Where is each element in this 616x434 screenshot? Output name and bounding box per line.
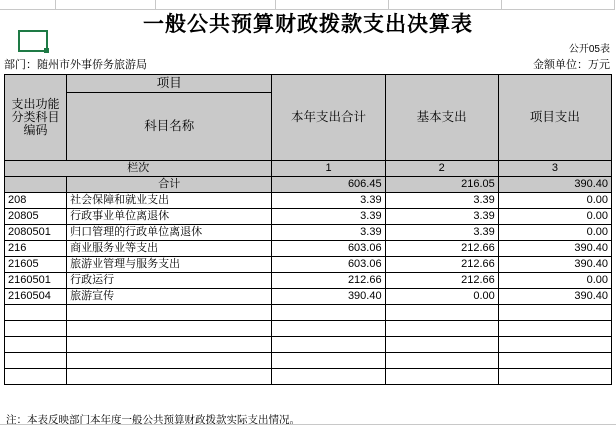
row-c2 xyxy=(385,369,498,385)
row-name xyxy=(67,337,272,353)
table-row[interactable] xyxy=(5,305,612,321)
row-c3: 390.40 xyxy=(498,241,611,257)
total-row-c3: 390.40 xyxy=(498,177,611,193)
grid-cell xyxy=(502,0,615,10)
index-row-c1: 1 xyxy=(272,161,385,177)
row-c3 xyxy=(498,321,611,337)
row-c3: 390.40 xyxy=(498,257,611,273)
row-c1: 212.66 xyxy=(272,273,385,289)
header-cell-col1: 本年支出合计 xyxy=(272,75,385,161)
total-row-code xyxy=(5,177,67,193)
form-number: 公开05表 xyxy=(568,44,610,55)
table-row[interactable] xyxy=(5,353,612,369)
row-c3: 0.00 xyxy=(498,193,611,209)
table-row[interactable] xyxy=(5,273,612,289)
row-name xyxy=(67,305,272,321)
row-c3: 0.00 xyxy=(498,273,611,289)
row-c2: 212.66 xyxy=(385,241,498,257)
row-code: 2160501 xyxy=(5,273,67,289)
table-total-row xyxy=(5,177,612,193)
row-code xyxy=(5,369,67,385)
table-row[interactable] xyxy=(5,193,612,209)
row-code: 2080501 xyxy=(5,225,67,241)
row-name xyxy=(67,321,272,337)
total-row-name: 合计 xyxy=(67,177,272,193)
header-cell-code xyxy=(5,75,67,161)
table-row[interactable] xyxy=(5,289,612,305)
row-code: 2160504 xyxy=(5,289,67,305)
table-row[interactable] xyxy=(5,321,612,337)
row-c1 xyxy=(272,353,385,369)
row-c3 xyxy=(498,369,611,385)
department-label: 部门：随州市外事侨务旅游局 xyxy=(4,59,147,71)
row-name xyxy=(67,353,272,369)
header-cell-col2: 基本支出 xyxy=(385,75,498,161)
cell-selection-box[interactable] xyxy=(18,30,48,52)
table-header-group-row xyxy=(5,75,612,93)
row-c2 xyxy=(385,337,498,353)
row-c1: 603.06 xyxy=(272,257,385,273)
table-row[interactable] xyxy=(5,257,612,273)
row-c1 xyxy=(272,369,385,385)
row-code xyxy=(5,353,67,369)
row-code xyxy=(5,337,67,353)
table-row[interactable] xyxy=(5,337,612,353)
grid-cell xyxy=(389,0,502,10)
row-c2 xyxy=(385,321,498,337)
row-name: 旅游宣传 xyxy=(67,289,272,305)
grid-cell xyxy=(276,0,389,10)
row-name: 归口管理的行政单位离退休 xyxy=(67,225,272,241)
row-c2: 0.00 xyxy=(385,289,498,305)
row-c1: 603.06 xyxy=(272,241,385,257)
header-code-line-1: 支出功能 xyxy=(11,97,60,111)
page-title: 一般公共预算财政拨款支出决算表 xyxy=(143,12,473,36)
row-code: 208 xyxy=(5,193,67,209)
row-name: 行政运行 xyxy=(67,273,272,289)
row-name: 行政事业单位离退休 xyxy=(67,209,272,225)
header-cell-group: 项目 xyxy=(67,75,272,93)
header-code-line-2: 分类科目 xyxy=(11,110,60,124)
row-c2: 212.66 xyxy=(385,257,498,273)
table-row[interactable] xyxy=(5,209,612,225)
row-name: 社会保障和就业支出 xyxy=(67,193,272,209)
row-c3: 0.00 xyxy=(498,225,611,241)
row-c3: 0.00 xyxy=(498,209,611,225)
row-c2: 212.66 xyxy=(385,273,498,289)
row-c2: 3.39 xyxy=(385,193,498,209)
row-code: 20805 xyxy=(5,209,67,225)
selection-fill-handle[interactable] xyxy=(44,48,49,53)
meta-row xyxy=(0,56,616,72)
header-cell-name: 科目名称 xyxy=(67,93,272,161)
row-c1: 3.39 xyxy=(272,225,385,241)
grid-cell xyxy=(0,0,56,10)
row-c3 xyxy=(498,353,611,369)
table-index-row xyxy=(5,161,612,177)
total-row-c1: 606.45 xyxy=(272,177,385,193)
index-row-label: 栏次 xyxy=(5,161,272,177)
row-c2 xyxy=(385,305,498,321)
header-code-line-3: 编码 xyxy=(23,123,48,137)
table-row[interactable] xyxy=(5,369,612,385)
table-row[interactable] xyxy=(5,241,612,257)
row-c2: 3.39 xyxy=(385,209,498,225)
index-row-c3: 3 xyxy=(498,161,611,177)
row-c3 xyxy=(498,337,611,353)
row-code: 21605 xyxy=(5,257,67,273)
row-code xyxy=(5,305,67,321)
row-c1 xyxy=(272,305,385,321)
row-c3: 390.40 xyxy=(498,289,611,305)
row-c1: 3.39 xyxy=(272,209,385,225)
row-c1 xyxy=(272,337,385,353)
amount-unit-label: 金额单位：万元 xyxy=(533,59,610,71)
row-c1: 390.40 xyxy=(272,289,385,305)
table-row[interactable] xyxy=(5,225,612,241)
table-footnote: 注：本表反映部门本年度一般公共预算财政拨款实际支出情况。 xyxy=(6,414,300,426)
row-c1: 3.39 xyxy=(272,193,385,209)
grid-cell xyxy=(156,0,276,10)
top-gridline-strip xyxy=(0,0,616,10)
index-row-c2: 2 xyxy=(385,161,498,177)
row-c1 xyxy=(272,321,385,337)
row-name xyxy=(67,369,272,385)
row-c2 xyxy=(385,353,498,369)
header-cell-col3: 项目支出 xyxy=(498,75,611,161)
row-name: 商业服务业等支出 xyxy=(67,241,272,257)
row-c2: 3.39 xyxy=(385,225,498,241)
row-c3 xyxy=(498,305,611,321)
budget-expenditure-table xyxy=(4,74,612,385)
grid-cell xyxy=(56,0,156,10)
row-code: 216 xyxy=(5,241,67,257)
row-name: 旅游业管理与服务支出 xyxy=(67,257,272,273)
total-row-c2: 216.05 xyxy=(385,177,498,193)
row-code xyxy=(5,321,67,337)
